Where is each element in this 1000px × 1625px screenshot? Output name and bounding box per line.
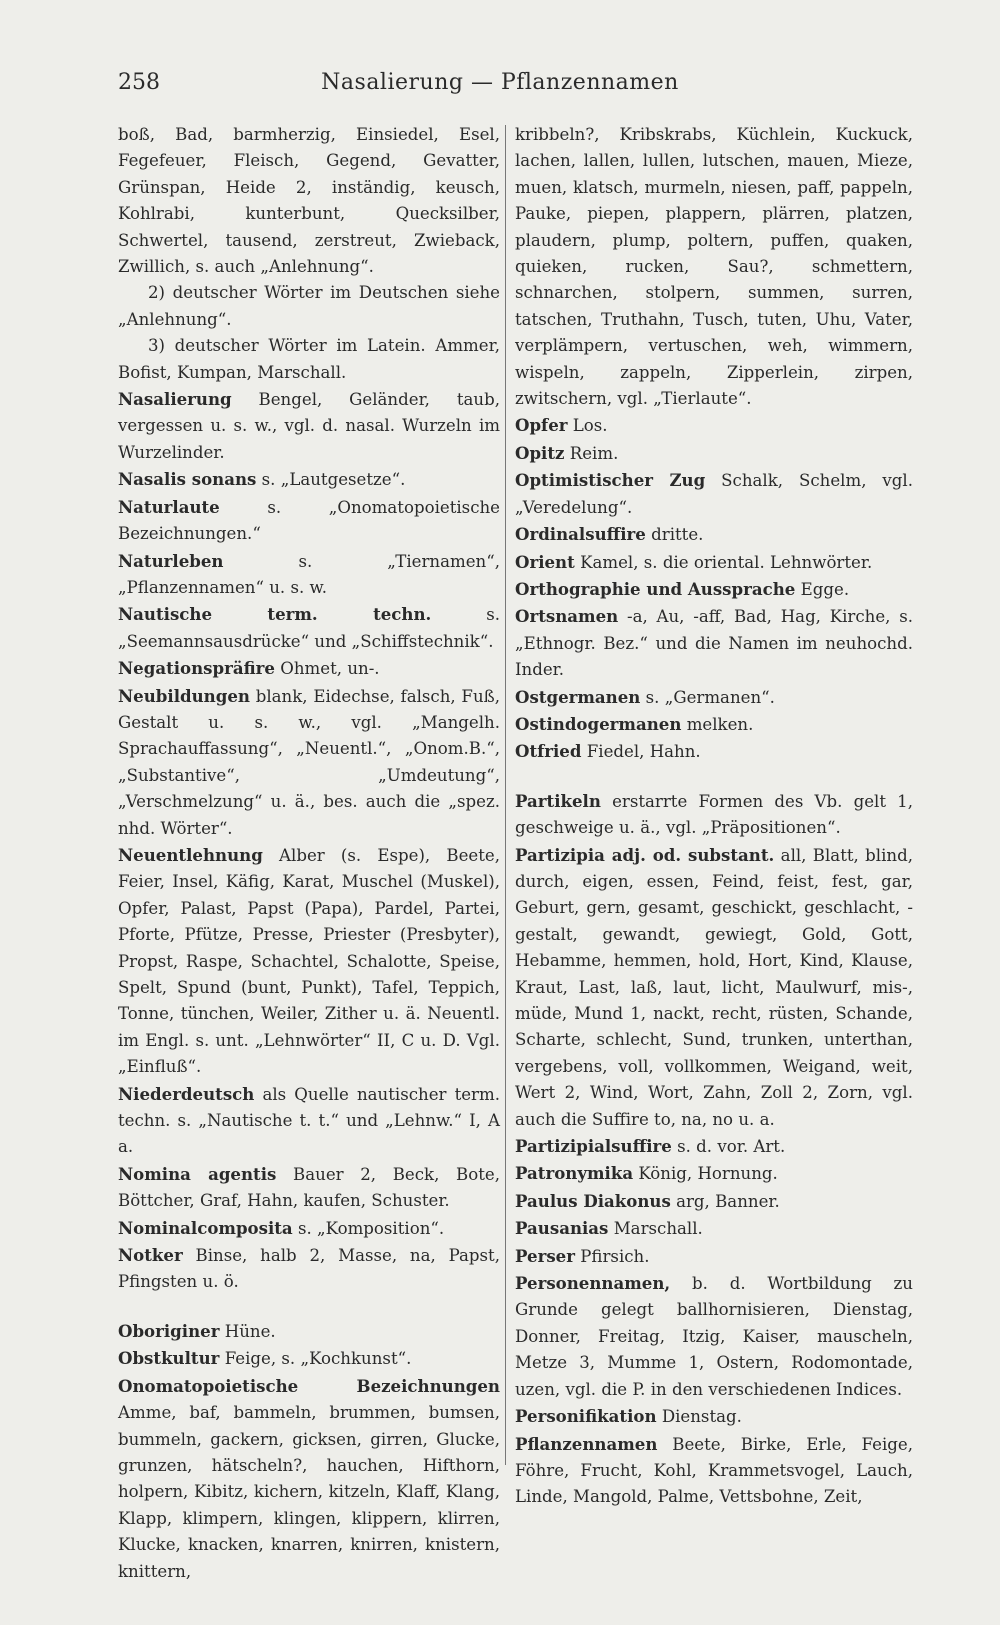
- entry-body: s. „Germanen“.: [645, 687, 775, 707]
- entry-headword: Niederdeutsch: [118, 1083, 255, 1104]
- entry-body: Binse, halb 2, Masse, na, Papst, Pfingsten u. ö.: [118, 1246, 500, 1292]
- section-gap: [118, 1296, 500, 1318]
- entry-headword: Opitz: [515, 442, 565, 463]
- entry-body: König, Hornung.: [638, 1164, 778, 1184]
- entry-headword: Nominalcomposita: [118, 1217, 293, 1238]
- right-column: [515, 122, 913, 1511]
- entry-headword: Patronymika: [515, 1163, 634, 1184]
- entry-headword: Partizipia adj. od. substant.: [515, 844, 775, 865]
- entry-headword: Ortsnamen: [515, 606, 619, 627]
- index-entry: [118, 122, 500, 280]
- entry-body: s. „Tiernamen“, „Pflanzennamen“ u. s. w.: [118, 551, 501, 597]
- entry-body: boß, Bad, barmherzig, Einsiedel, Esel, Fegefeuer, Fleisch, Gegend, Gevatter, Grünspan, Heide 2, inständig, keusch, Kohlrabi, kunterbunt, Quecksilber, Schwertel, tausend, zerstreut, Zwieback, Zwillich, s. auch „Anlehnung“.: [118, 125, 500, 277]
- index-entry: [515, 788, 913, 842]
- index-entry: [118, 683, 500, 842]
- entry-headword: Partizipialsuffire: [515, 1136, 672, 1157]
- entry-body: all, Blatt, blind, durch, eigen, essen, Feind, feist, fest, gar, Geburt, gern, gesamt, geschickt, geschlacht, -gestalt, gewandt, gewiegt, Gold, Gott, Hebamme, hemmen, hold, Hort, Kind, Klause, Kraut, Last, laß, laut, licht, Maulwurf, mis-, müde, Mund 1, nackt, recht, rüsten, Schande, Scharte, schlecht, Sund, trunken, unterthan, vergebens, voll, vollkommen, Weigand, weit, Wert 2, Wind, Wort, Zahn, Zoll 2, Zorn, vgl. auch die Suffire to, na, no u. a.: [515, 845, 913, 1129]
- entry-headword: Orient: [515, 551, 575, 572]
- index-entry: [515, 440, 913, 467]
- entry-body: Beete, Birke, Erle, Feige, Föhre, Frucht, Kohl, Krammetsvogel, Lauch, Linde, Mangold, Palme, Vettsbohne, Zeit,: [515, 1434, 914, 1507]
- entry-headword: Neubildungen: [118, 685, 250, 706]
- entry-headword: Optimistischer Zug: [515, 470, 706, 491]
- running-title: Nasalierung — Pflanzennamen: [321, 70, 679, 95]
- page-number: 258: [118, 70, 160, 95]
- entry-body: Schalk, Schelm, vgl. „Veredelung“.: [515, 471, 913, 517]
- entry-body: als Quelle nautischer term. techn. s. „Nautische t. t.“ und „Lehnw.“ I, A a.: [118, 1084, 500, 1157]
- entry-body: Reim.: [569, 443, 619, 463]
- entry-body: Bauer 2, Beck, Bote, Böttcher, Graf, Hahn, kaufen, Schuster.: [118, 1164, 500, 1211]
- entry-body: Los.: [572, 416, 608, 436]
- entry-body: Alber (s. Espe), Beete, Feier, Insel, Käfig, Karat, Muschel (Muskel), Opfer, Palast, Papst (Papa), Pardel, Partei, Pforte, Pfütze, Presse, Priester (Presbyter), Propst, Raspe, Schachtel, Schalotte, Speise, Spelt, Spund (bunt, Punkt), Tafel, Teppich, Tonne, tünchen, Weiler, Zither u. ä. Neuentl. im Engl. s. unt. „Lehnwörter“ II, C u. D. Vgl. „Einfluß“.: [118, 845, 501, 1077]
- index-entry: [515, 521, 913, 548]
- entry-body: kribbeln?, Kribskrabs, Küchlein, Kuckuck, lachen, lallen, lullen, lutschen, mauen, Mieze, muen, klatsch, murmeln, niesen, paff, pappeln, Pauke, piepen, plappern, plärren, platzen, plaudern, plump, poltern, puffen, quaken, quieken, rucken, Sau?, schmettern, schnarchen, stolpern, summen, surren, tatschen, Truthahn, Tusch, tuten, Uhu, Vater, verplämpern, vertuschen, weh, wimmern, wispeln, zappeln, Zipperlein, zirpen, zwitschern, vgl. „Tierlaute“.: [515, 125, 913, 409]
- entry-body: melken.: [686, 714, 754, 734]
- entry-headword: Neuentlehnung: [118, 844, 263, 865]
- index-entry: [515, 122, 913, 412]
- index-entry: [515, 603, 913, 683]
- index-entry: [515, 1243, 913, 1270]
- entry-headword: Pausanias: [515, 1218, 609, 1239]
- entry-body: s. „Onomatopoietische Bezeichnungen.“: [118, 497, 500, 544]
- index-entry: [515, 711, 913, 738]
- entry-body: Marschall.: [613, 1219, 703, 1239]
- entry-body: Amme, baf, bammeln, brummen, bumsen, bummeln, gackern, gicksen, girren, Glucke, grunzen, hätscheln?, hauchen, Hifthorn, holpern, Kibitz, kichern, kitzeln, Klaff, Klang, Klapp, klimpern, klingen, klippern, klirren, Klucke, knacken, knarren, knirren, knistern, knittern,: [118, 1403, 500, 1581]
- index-entry: [118, 1318, 500, 1345]
- index-entry: [515, 1215, 913, 1242]
- entry-headword: Oboriginer: [118, 1320, 220, 1341]
- entry-headword: Ostindogermanen: [515, 713, 682, 734]
- entry-body: s. d. vor. Art.: [677, 1137, 786, 1157]
- entry-headword: Perser: [515, 1245, 575, 1266]
- index-entry: [118, 466, 500, 493]
- entry-body: Dienstag.: [661, 1407, 742, 1427]
- index-entry: [118, 1345, 500, 1372]
- entry-body: 3) deutscher Wörter im Latein. Ammer, Bofist, Kumpan, Marschall.: [118, 336, 500, 382]
- index-entry: [515, 467, 913, 521]
- entry-body: Kamel, s. die oriental. Lehnwörter.: [580, 552, 873, 572]
- entry-body: Fiedel, Hahn.: [586, 742, 701, 762]
- index-entry: [515, 738, 913, 765]
- entry-body: blank, Eidechse, falsch, Fuß, Gestalt u. s. w., vgl. „Mangelh. Sprachauffassung“, „Neuentl.“, „Onom.B.“, „Substantive“, „Umdeutung“, „Verschmelzung“ u. ä., bes. auch die „spez. nhd. Wörter“.: [118, 686, 500, 838]
- entry-body: -a, Au, -aff, Bad, Hag, Kirche, s. „Ethnogr. Bez.“ und die Namen im neuhochd. Inder.: [515, 607, 913, 680]
- entry-headword: Orthographie und Aussprache: [515, 578, 796, 599]
- entry-headword: Partikeln: [515, 790, 601, 811]
- index-entry: [118, 1215, 500, 1242]
- index-entry: [118, 280, 500, 333]
- entry-body: s. „Lautgesetze“.: [261, 470, 406, 490]
- index-entry: [515, 1270, 913, 1403]
- index-entry: [515, 1133, 913, 1160]
- entry-headword: Naturlaute: [118, 496, 220, 517]
- index-entry: [515, 842, 913, 1133]
- index-entry: [515, 576, 913, 603]
- entry-body: Egge.: [800, 579, 850, 599]
- index-entry: [515, 684, 913, 711]
- index-entry: [118, 1242, 500, 1296]
- index-entry: [118, 548, 500, 602]
- index-entry: [118, 1161, 500, 1215]
- entry-body: s. „Komposition“.: [297, 1218, 445, 1238]
- entry-body: b. d. Wortbildung zu Grunde gelegt ballhornisieren, Dienstag, Donner, Freitag, Itzig, Kaiser, mauscheln, Metze 3, Mumme 1, Ostern, Rodomontade, uzen, vgl. die P. in den verschiedenen Indices.: [515, 1274, 913, 1399]
- index-entry: [515, 1188, 913, 1215]
- entry-body: s. „Seemannsausdrücke“ und „Schiffstechnik“.: [118, 605, 501, 651]
- section-gap: [515, 766, 913, 788]
- index-entry: [515, 1160, 913, 1187]
- entry-headword: Nautische term. techn.: [118, 604, 432, 625]
- entry-headword: Opfer: [515, 415, 568, 436]
- entry-headword: Naturleben: [118, 550, 224, 571]
- index-entry: [118, 333, 500, 386]
- entry-headword: Paulus Diakonus: [515, 1190, 671, 1211]
- entry-headword: Otfried: [515, 741, 582, 762]
- entry-headword: Nomina agentis: [118, 1163, 277, 1184]
- index-entry: [118, 386, 500, 466]
- index-entry: [118, 1373, 500, 1585]
- entry-body: dritte.: [651, 525, 704, 545]
- entry-headword: Pflanzennamen: [515, 1433, 658, 1454]
- index-entry: [515, 1431, 913, 1511]
- entry-body: Ohmet, un-.: [280, 659, 380, 679]
- entry-headword: Nasalierung: [118, 389, 232, 410]
- column-divider: [505, 125, 506, 1465]
- entry-body: Bengel, Geländer, taub, vergessen u. s. w., vgl. d. nasal. Wurzeln im Wurzelinder.: [118, 390, 500, 462]
- index-entry: [118, 494, 500, 548]
- entry-body: erstarrte Formen des Vb. gelt 1, geschweige u. ä., vgl. „Präpositionen“.: [515, 791, 913, 838]
- index-entry: [118, 601, 500, 655]
- entry-body: Pfirsich.: [580, 1246, 650, 1266]
- entry-body: arg, Banner.: [676, 1191, 780, 1211]
- entry-headword: Nasalis sonans: [118, 469, 257, 490]
- entry-headword: Onomatopoietische Bezeichnungen: [118, 1375, 500, 1396]
- index-entry: [515, 412, 913, 439]
- index-entry: [515, 1403, 913, 1430]
- index-entry: [515, 549, 913, 576]
- entry-headword: Personennamen,: [515, 1273, 671, 1294]
- index-entry: [118, 655, 500, 682]
- entry-headword: Ordinalsuffire: [515, 524, 646, 545]
- left-column: [118, 122, 500, 1585]
- entry-body: 2) deutscher Wörter im Deutschen siehe „Anlehnung“.: [118, 283, 500, 329]
- entry-headword: Personifikation: [515, 1406, 657, 1427]
- entry-headword: Notker: [118, 1245, 183, 1266]
- index-entry: [118, 842, 500, 1081]
- entry-headword: Negationspräfire: [118, 658, 275, 679]
- page-header: [0, 62, 1000, 102]
- entry-body: Hüne.: [224, 1321, 276, 1341]
- entry-body: Feige, s. „Kochkunst“.: [224, 1349, 412, 1369]
- entry-headword: Obstkultur: [118, 1348, 220, 1369]
- entry-headword: Ostgermanen: [515, 686, 641, 707]
- index-entry: [118, 1081, 500, 1161]
